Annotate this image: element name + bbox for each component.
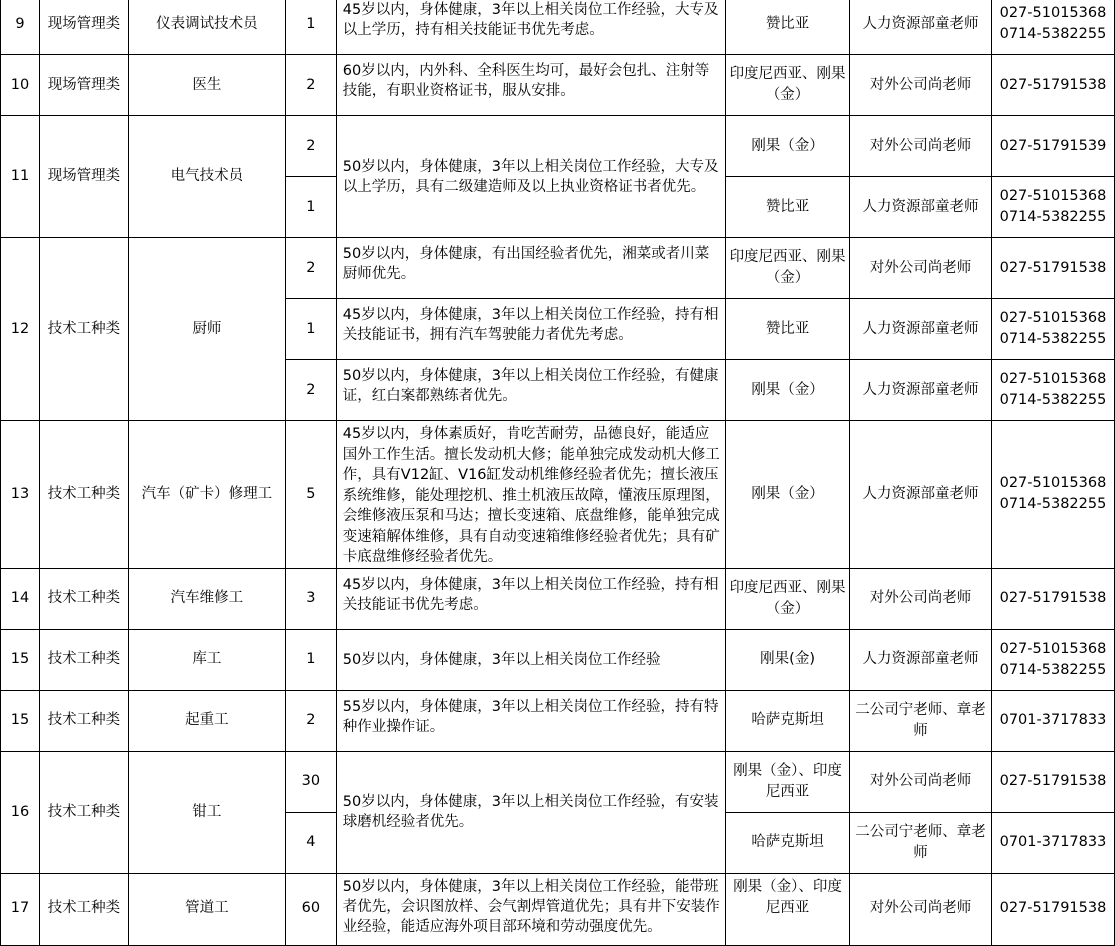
row-number: 15: [1, 629, 40, 690]
headcount: 2: [285, 55, 336, 116]
table-row: [1, 690, 1115, 751]
job-category: 技术工种类: [39, 238, 128, 421]
work-country: 哈萨克斯坦: [726, 812, 850, 873]
job-category: 技术工种类: [39, 690, 128, 751]
table-row: [1, 751, 1115, 812]
job-category: 现场管理类: [39, 55, 128, 116]
contact-person: 对外公司尚老师: [850, 751, 992, 812]
contact-person: 对外公司尚老师: [850, 873, 992, 945]
contact-phone: [991, 421, 1114, 569]
work-country: 赞比亚: [726, 0, 850, 55]
contact-phone: [991, 177, 1114, 238]
job-position: 管道工: [128, 873, 285, 945]
job-position: 起重工: [128, 690, 285, 751]
phone-secondary: 0714-5382255: [999, 392, 1107, 408]
work-country: 刚果(金): [726, 629, 850, 690]
contact-person: 对外公司尚老师: [850, 116, 992, 177]
job-requirement: 50岁以内，身体健康，3年以上相关岗位工作经验: [336, 629, 725, 690]
table-row: [1, 568, 1115, 629]
table-row: [1, 421, 1115, 569]
contact-person: 对外公司尚老师: [850, 238, 992, 299]
job-category: 技术工种类: [39, 421, 128, 569]
row-number: 10: [1, 55, 40, 116]
contact-person: 人力资源部童老师: [850, 0, 992, 55]
job-requirement: 45岁以内，身体素质好，肯吃苦耐劳，品德良好，能适应国外工作生活。擅长发动机大修；能单独完成发动机大修工作，具有V12缸、V16缸发动机维修经验者优先；擅长液压系统维修，能处理挖机、推土机液压故障，懂液压原理图，会维修液压泵和马达；擅长变速箱、底盘维修，能单独完成变速箱解体维修，具有自动变速箱维修经验者优先；具有矿卡底盘维修经验者优先。: [336, 421, 725, 569]
table-row: [1, 238, 1115, 299]
contact-person: 人力资源部童老师: [850, 177, 992, 238]
headcount: 60: [285, 873, 336, 945]
table-row: [1, 0, 1115, 55]
job-category: 现场管理类: [39, 0, 128, 55]
work-country: 印度尼西亚、刚果（金）: [726, 55, 850, 116]
headcount: 4: [285, 812, 336, 873]
contact-phone: 027-51791538: [991, 751, 1114, 812]
phone-secondary: 0714-5382255: [999, 661, 1107, 678]
job-requirement: 50岁以内，身体健康，3年以上相关岗位工作经验，大专及以上学历，具有二级建造师及以上执业资格证书者优先。: [336, 116, 725, 238]
work-country: 哈萨克斯坦: [726, 690, 850, 751]
table-row: [1, 55, 1115, 116]
row-number: 16: [1, 751, 40, 873]
contact-person: 人力资源部童老师: [850, 299, 992, 360]
headcount: 3: [285, 568, 336, 629]
table-row: [1, 873, 1115, 945]
work-country: 赞比亚: [726, 299, 850, 360]
headcount: 1: [285, 177, 336, 238]
work-country: 刚果（金）、印度尼西亚: [726, 873, 850, 945]
row-number: 11: [1, 116, 40, 238]
work-country: 刚果（金）、印度尼西亚: [726, 751, 850, 812]
job-position: 医生: [128, 55, 285, 116]
contact-phone: 027-51791538: [991, 873, 1114, 945]
contact-phone: 0701-3717833: [991, 812, 1114, 873]
work-country: 赞比亚: [726, 177, 850, 238]
job-requirement: 50岁以内，身体健康，有出国经验者优先，湘菜或者川菜厨师优先。: [336, 238, 725, 299]
headcount: 2: [285, 238, 336, 299]
contact-person: 二公司宁老师、章老师: [850, 812, 992, 873]
headcount: 1: [285, 0, 336, 55]
job-requirement: 45岁以内，身体健康，3年以上相关岗位工作经验，持有相关技能证书优先考虑。: [336, 568, 725, 629]
contact-person: 二公司宁老师、章老师: [850, 690, 992, 751]
contact-person: 对外公司尚老师: [850, 55, 992, 116]
job-requirement: 55岁以内，身体健康，3年以上相关岗位工作经验，持有特种作业操作证。: [336, 690, 725, 751]
headcount: 2: [285, 690, 336, 751]
job-position: 电气技术员: [128, 116, 285, 238]
job-position: 汽车（矿卡）修理工: [128, 421, 285, 569]
row-number: 12: [1, 238, 40, 421]
headcount: 30: [285, 751, 336, 812]
phone-primary: 027-51015368: [999, 371, 1107, 387]
contact-phone: 027-51791538: [991, 238, 1114, 299]
table-row: [1, 116, 1115, 177]
job-category: 技术工种类: [39, 568, 128, 629]
table-row: [1, 629, 1115, 690]
phone-primary: 027-51015368: [999, 310, 1107, 326]
job-requirement: 60岁以内，内外科、全科医生均可，最好会包扎、注射等技能，有职业资格证书，服从安排。: [336, 55, 725, 116]
phone-secondary: 0714-5382255: [999, 26, 1107, 42]
contact-person: 人力资源部童老师: [850, 421, 992, 569]
job-position: 仪表调试技术员: [128, 0, 285, 55]
work-country: 刚果（金）: [726, 360, 850, 421]
job-requirement: 45岁以内，身体健康，3年以上相关岗位工作经验，持有相关技能证书，拥有汽车驾驶能力者优先考虑。: [336, 299, 725, 360]
work-country: 刚果（金）: [726, 116, 850, 177]
job-requirement: 50岁以内，身体健康，3年以上相关岗位工作经验，有安装球磨机经验者优先。: [336, 751, 725, 873]
contact-phone: 027-51791538: [991, 55, 1114, 116]
job-category: 技术工种类: [39, 751, 128, 873]
headcount: 1: [285, 629, 336, 690]
phone-secondary: 0714-5382255: [999, 331, 1107, 347]
job-position: 厨师: [128, 238, 285, 421]
work-country: 刚果（金）: [726, 421, 850, 569]
job-category: 技术工种类: [39, 873, 128, 945]
job-requirement: 45岁以内，身体健康，3年以上相关岗位工作经验，大专及以上学历，持有相关技能证书优先考虑。: [336, 0, 725, 55]
contact-phone: 027-51791538: [991, 568, 1114, 629]
phone-secondary: 0714-5382255: [999, 209, 1107, 225]
phone-secondary: 0714-5382255: [999, 496, 1107, 513]
phone-primary: 027-51015368: [999, 188, 1107, 204]
headcount: 1: [285, 299, 336, 360]
job-requirement: 50岁以内，身体健康，3年以上相关岗位工作经验，能带班者优先，会识图放样、会气割焊管道优先；具有井下安装作业经验，能适应海外项目部环境和劳动强度优先。: [336, 873, 725, 945]
contact-phone: [991, 360, 1114, 421]
row-number: 13: [1, 421, 40, 569]
job-category: 技术工种类: [39, 629, 128, 690]
row-number: 9: [1, 0, 40, 55]
contact-phone: 0701-3717833: [991, 690, 1114, 751]
job-position: 钳工: [128, 751, 285, 873]
job-position: 库工: [128, 629, 285, 690]
headcount: 2: [285, 360, 336, 421]
work-country: 印度尼西亚、刚果（金）: [726, 238, 850, 299]
phone-primary: 027-51015368: [999, 5, 1107, 21]
contact-phone: 027-51791539: [991, 116, 1114, 177]
headcount: 5: [285, 421, 336, 569]
contact-phone: [991, 629, 1114, 690]
contact-person: 人力资源部童老师: [850, 360, 992, 421]
job-category: 现场管理类: [39, 116, 128, 238]
phone-primary: 027-51015368: [999, 475, 1107, 492]
contact-person: 人力资源部童老师: [850, 629, 992, 690]
row-number: 15: [1, 690, 40, 751]
job-position: 汽车维修工: [128, 568, 285, 629]
job-requirement: 50岁以内，身体健康，3年以上相关岗位工作经验，有健康证，红白案都熟练者优先。: [336, 360, 725, 421]
contact-phone: [991, 0, 1114, 55]
phone-primary: 027-51015368: [999, 640, 1107, 657]
headcount: 2: [285, 116, 336, 177]
contact-phone: [991, 299, 1114, 360]
work-country: 印度尼西亚、刚果（金）: [726, 568, 850, 629]
row-number: 17: [1, 873, 40, 945]
row-number: 14: [1, 568, 40, 629]
contact-person: 对外公司尚老师: [850, 568, 992, 629]
